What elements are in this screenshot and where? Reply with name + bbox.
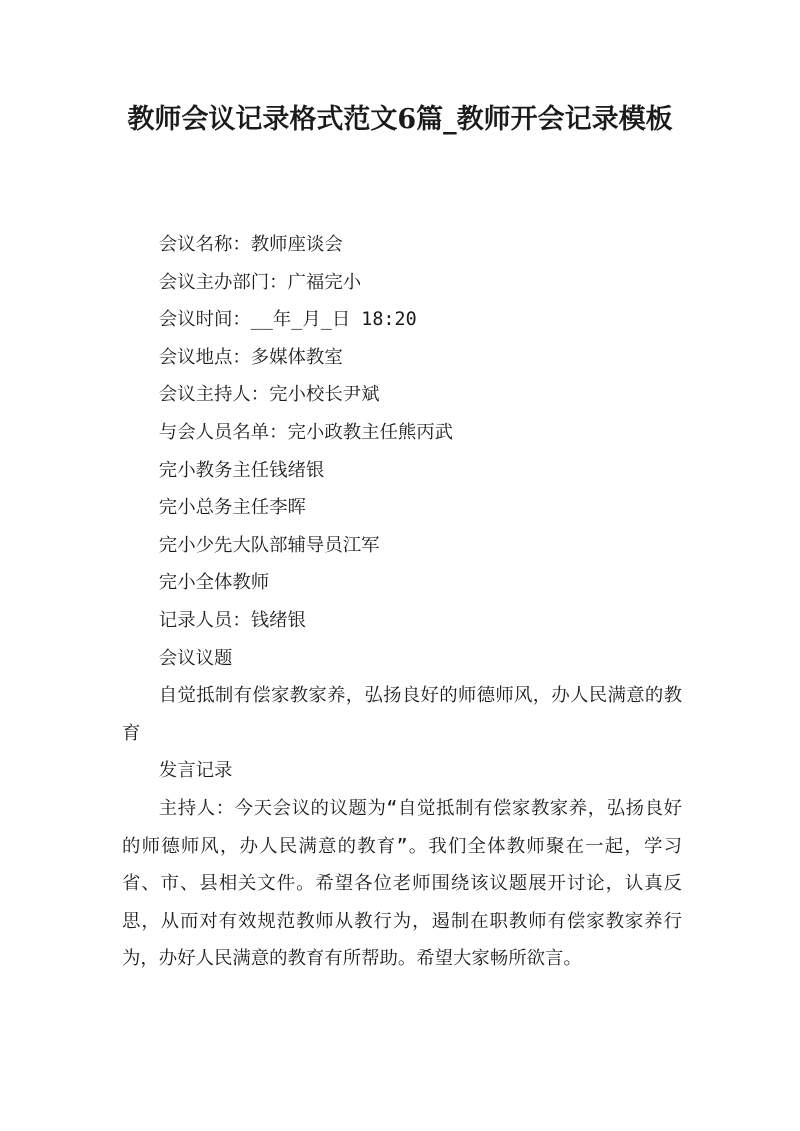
meeting-organizer-line: 会议主办部门：广福完小 [158, 271, 362, 293]
topic-paragraph: 自觉抵制有偿家教家养，弘扬良好的师德师风，办人民满意的教育 [122, 685, 682, 744]
attendee-line: 完小教务主任钱绪银 [158, 459, 325, 481]
meeting-location-line: 会议地点：多媒体教室 [158, 346, 343, 368]
attendee-line: 完小少先大队部辅导员江军 [158, 534, 380, 556]
record-heading: 发言记录 [158, 760, 233, 782]
speech-paragraph: 主持人：今天会议的议题为“自觉抵制有偿家教家养，弘扬良好的师德师风，办人民满意的教育”。我们全体教师聚在一起，学习省、市、县相关文件。希望各位老师围绕该议题展开讨论，认真反思，从而对有效规范教师从教行为，遏制在职教师有偿家教家养行为，办好人民满意的教育有所帮助。希望大家畅所欲言。 [122, 797, 682, 970]
document-title: 教师会议记录格式范文6篇_教师开会记录模板 [127, 104, 673, 135]
recorder-line: 记录人员：钱绪银 [158, 609, 306, 631]
topic-heading: 会议议题 [158, 647, 233, 669]
meeting-name-line: 会议名称：教师座谈会 [158, 234, 343, 255]
attendee-line: 完小总务主任李晖 [158, 497, 306, 519]
meeting-time-line: 会议时间：__年_月_日 18:20 [158, 309, 417, 331]
attendee-line: 完小全体教师 [158, 572, 270, 594]
document-body [122, 226, 682, 978]
meeting-host-line: 会议主持人：完小校长尹斌 [158, 384, 380, 406]
attendees-line: 与会人员名单：完小政教主任熊丙武 [158, 421, 454, 443]
